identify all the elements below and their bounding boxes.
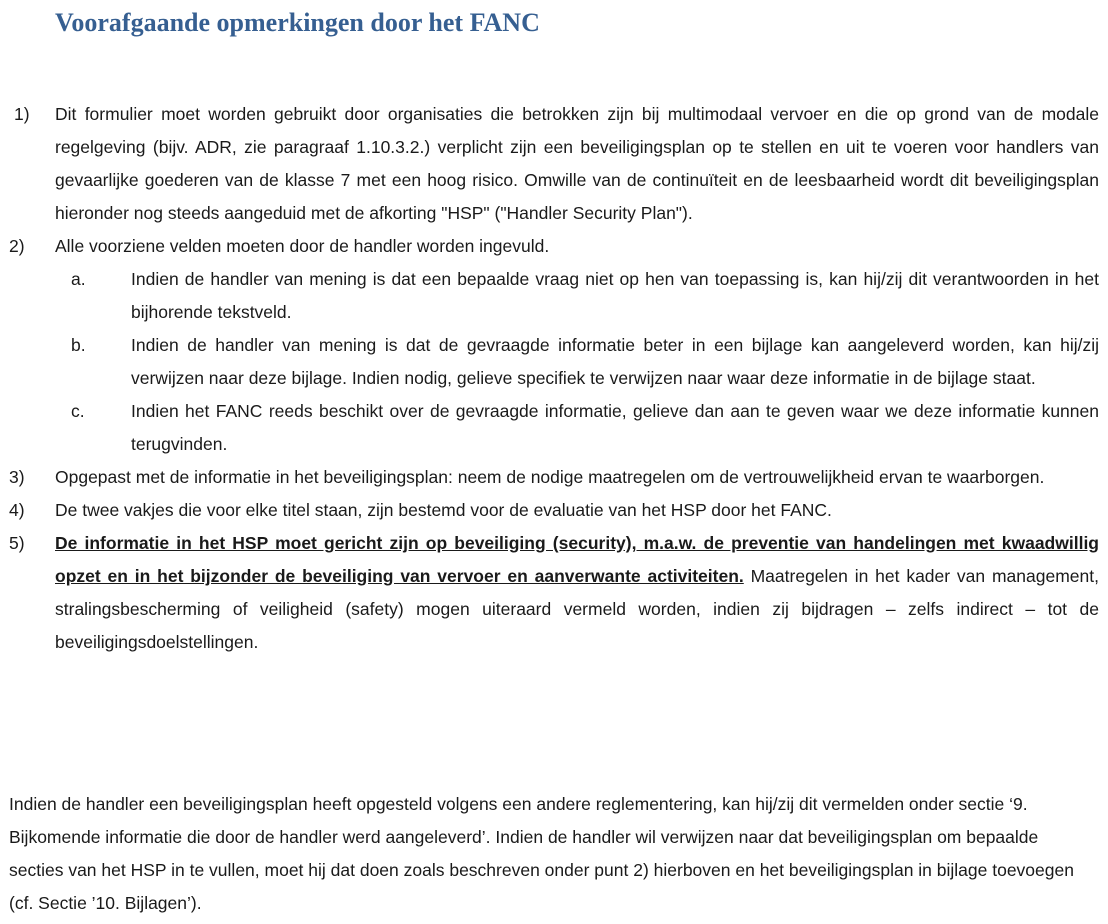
list-item-text (55, 527, 1099, 659)
list-item (0, 527, 1108, 659)
sub-list-item-letter: a. (71, 269, 86, 289)
sub-list-item (55, 263, 1099, 329)
list-item-number: 5) (9, 533, 25, 553)
list-item (0, 230, 1108, 461)
sub-list-item-letter: b. (71, 335, 86, 355)
emphasis-text: De informatie in het HSP moet gericht zijn op beveiliging (security), m.a.w. de preventie van handelingen met kwaadwillig opzet en in het bijzonder de beveiliging van vervoer en aanverwante activiteiten. (55, 533, 1099, 586)
list-item-number: 1) (14, 104, 30, 124)
sub-list-item (55, 395, 1099, 461)
list-item-number: 3) (9, 467, 25, 487)
list-item-text: De twee vakjes die voor elke titel staan, zijn bestemd voor de evaluatie van het HSP door het FANC. (55, 500, 832, 520)
list-item-number: 4) (9, 500, 25, 520)
list-item-text: Opgepast met de informatie in het beveiligingsplan: neem de nodige maatregelen om de vertrouwelijkheid ervan te waarborgen. (55, 467, 1045, 487)
list-item (0, 98, 1108, 230)
list-item-text: Alle voorziene velden moeten door de handler worden ingevuld. (55, 236, 550, 256)
list-item (0, 494, 1108, 527)
sub-list-item-text: Indien de handler van mening is dat de gevraagde informatie beter in een bijlage kan aangeleverd worden, kan hij/zij verwijzen naar deze bijlage. Indien nodig, gelieve specifiek te verwijzen naar waar deze informatie in de bijlage staat. (131, 335, 1099, 388)
list-item-continuation-text: Maatregelen in het kader van management, stralingsbescherming of veiligheid (safety) mogen uiteraard vermeld worden, indien zij bijdragen – zelfs indirect – tot de beveiligingsdoelstellingen. (55, 566, 1099, 652)
closing-paragraph: Indien de handler een beveiligingsplan heeft opgesteld volgens een andere reglementering, kan hij/zij dit vermelden onder sectie ‘9. Bijkomende informatie die door de handler werd aangeleverd’. Indien de handler wil verwijzen naar dat beveiligingsplan om bepaalde secties van het HSP in te vullen, moet hij dat doen zoals beschreven onder punt 2) hierboven en het beveiligingsplan in bijlage toevoegen (cf. Sectie ’10. Bijlagen’). (9, 794, 1074, 913)
sub-list (55, 263, 1099, 461)
remarks-list (0, 98, 1108, 659)
sub-list-item-text: Indien de handler van mening is dat een bepaalde vraag niet op hen van toepassing is, kan hij/zij dit verantwoorden in het bijhorende tekstveld. (131, 269, 1099, 322)
list-item-number: 2) (9, 236, 25, 256)
list-item (0, 461, 1108, 494)
sub-list-item-letter: c. (71, 401, 85, 421)
sub-list-item (55, 329, 1099, 395)
page-title: Voorafgaande opmerkingen door het FANC (55, 8, 540, 37)
list-item-text: Dit formulier moet worden gebruikt door organisaties die betrokken zijn bij multimodaal vervoer en die op grond van de modale regelgeving (bijv. ADR, zie paragraaf 1.10.3.2.) verplicht zijn een beveiligingsplan op te stellen en uit te voeren voor handlers van gevaarlijke goederen van de klasse 7 met een hoog risico. Omwille van de continuïteit en de leesbaarheid wordt dit beveiligingsplan hieronder nog steeds aangeduid met de afkorting "HSP" ("Handler Security Plan"). (55, 104, 1099, 223)
sub-list-item-text: Indien het FANC reeds beschikt over de gevraagde informatie, gelieve dan aan te geven waar we deze informatie kunnen terugvinden. (131, 401, 1099, 454)
